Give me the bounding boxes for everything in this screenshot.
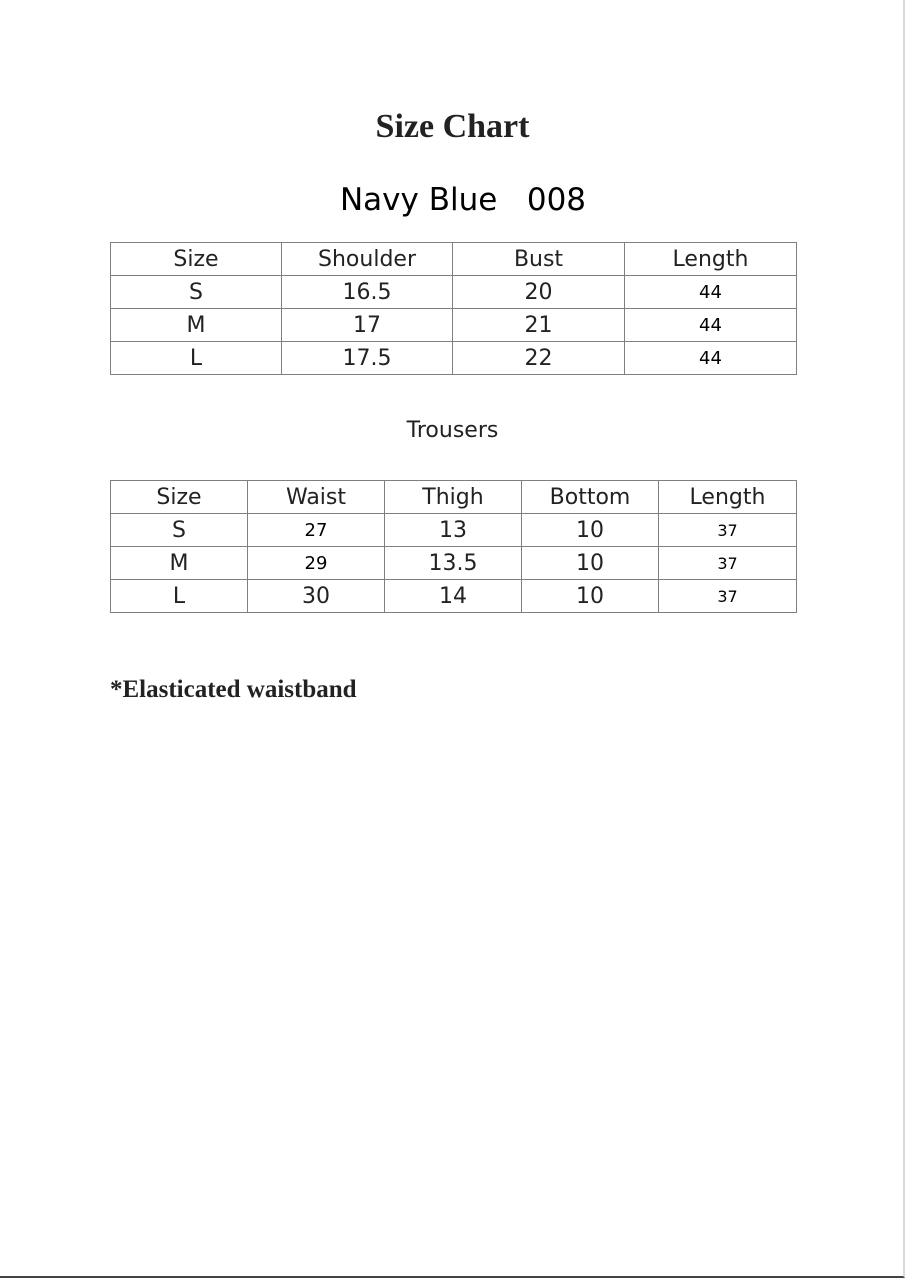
size-cell: M bbox=[111, 547, 248, 580]
table-header-row bbox=[111, 481, 797, 514]
table-row bbox=[111, 580, 797, 613]
length-cell: 37 bbox=[659, 514, 797, 547]
bottom-cell: 10 bbox=[522, 514, 659, 547]
table-row bbox=[111, 309, 797, 342]
column-header-shoulder: Shoulder bbox=[282, 243, 453, 276]
waist-cell: 27 bbox=[248, 514, 385, 547]
length-cell: 44 bbox=[625, 276, 797, 309]
column-header-size: Size bbox=[111, 243, 282, 276]
trousers-size-table bbox=[110, 480, 797, 613]
top-size-table bbox=[110, 242, 797, 375]
column-header-thigh: Thigh bbox=[385, 481, 522, 514]
size-cell: M bbox=[111, 309, 282, 342]
shoulder-cell: 17.5 bbox=[282, 342, 453, 375]
column-header-length: Length bbox=[659, 481, 797, 514]
bottom-cell: 10 bbox=[522, 547, 659, 580]
column-header-length: Length bbox=[625, 243, 797, 276]
page-title: Size Chart bbox=[375, 108, 530, 145]
bust-cell: 22 bbox=[453, 342, 625, 375]
table-row bbox=[111, 547, 797, 580]
thigh-cell: 13.5 bbox=[385, 547, 522, 580]
trousers-heading: Trousers bbox=[406, 418, 499, 443]
column-header-bottom: Bottom bbox=[522, 481, 659, 514]
table-row bbox=[111, 276, 797, 309]
shoulder-cell: 17 bbox=[282, 309, 453, 342]
length-cell: 44 bbox=[625, 309, 797, 342]
thigh-cell: 14 bbox=[385, 580, 522, 613]
bottom-cell: 10 bbox=[522, 580, 659, 613]
bust-cell: 20 bbox=[453, 276, 625, 309]
waistband-note: *Elasticated waistband bbox=[110, 676, 357, 703]
product-subtitle: Navy Blue 008 bbox=[339, 182, 587, 218]
waist-cell: 29 bbox=[248, 547, 385, 580]
waist-cell: 30 bbox=[248, 580, 385, 613]
size-cell: S bbox=[111, 276, 282, 309]
column-header-size: Size bbox=[111, 481, 248, 514]
thigh-cell: 13 bbox=[385, 514, 522, 547]
size-cell: L bbox=[111, 342, 282, 375]
size-cell: S bbox=[111, 514, 248, 547]
column-header-waist: Waist bbox=[248, 481, 385, 514]
column-header-bust: Bust bbox=[453, 243, 625, 276]
length-cell: 44 bbox=[625, 342, 797, 375]
bust-cell: 21 bbox=[453, 309, 625, 342]
size-cell: L bbox=[111, 580, 248, 613]
length-cell: 37 bbox=[659, 580, 797, 613]
table-header-row bbox=[111, 243, 797, 276]
length-cell: 37 bbox=[659, 547, 797, 580]
shoulder-cell: 16.5 bbox=[282, 276, 453, 309]
table-row bbox=[111, 514, 797, 547]
table-row bbox=[111, 342, 797, 375]
